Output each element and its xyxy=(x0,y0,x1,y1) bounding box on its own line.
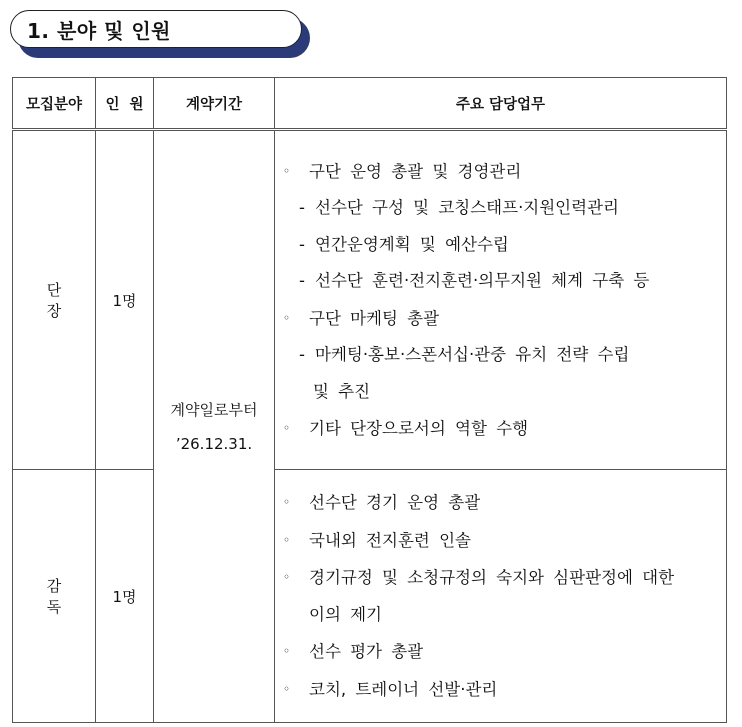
table-row xyxy=(13,470,727,723)
duty-text: 선수단 훈련·전지훈련·의무지원 체계 구축 등 xyxy=(315,271,650,290)
duty-item xyxy=(283,559,726,597)
duty-text: 경기규정 및 소청규정의 숙지와 심판판정에 대한 xyxy=(309,568,675,587)
count-cell-director: 1명 xyxy=(96,130,154,470)
bullet-marker: ◦ xyxy=(283,421,291,435)
duty-text: 선수 평가 총괄 xyxy=(309,642,424,661)
recruitment-table xyxy=(12,77,727,723)
dash-marker: - xyxy=(299,234,305,254)
duty-item xyxy=(283,484,726,522)
bullet-marker: ◦ xyxy=(283,310,291,325)
duty-item xyxy=(283,633,726,671)
bullet-marker: ◦ xyxy=(283,532,291,547)
dash-marker: - xyxy=(299,345,305,364)
duties-cell-coach xyxy=(275,470,727,723)
duty-item xyxy=(283,190,726,227)
duty-text: 및 추진 xyxy=(313,381,371,401)
bullet-marker: ◦ xyxy=(283,163,291,178)
section-title-banner xyxy=(10,10,312,62)
duty-list-coach xyxy=(275,470,726,722)
bullet-marker: ◦ xyxy=(283,644,291,658)
duty-text: 연간운영계획 및 예산수립 xyxy=(315,234,509,254)
section-title: 1. 분야 및 인원 xyxy=(10,10,302,48)
duty-text: 마케팅·홍보·스폰서십·관중 유치 전략 수립 xyxy=(315,345,630,364)
dash-marker: - xyxy=(299,271,305,290)
duty-text: 구단 마케팅 총괄 xyxy=(309,308,440,328)
duty-item xyxy=(283,227,726,264)
bullet-marker: ◦ xyxy=(283,681,291,696)
duty-list-director xyxy=(275,139,726,462)
dash-marker: - xyxy=(299,198,305,217)
duty-item xyxy=(283,300,726,338)
duty-text: 선수단 구성 및 코칭스태프·지원인력관리 xyxy=(315,198,619,217)
bullet-marker: ◦ xyxy=(283,495,291,509)
table-row xyxy=(13,130,727,470)
header-count: 인 원 xyxy=(96,78,154,130)
table-header-row xyxy=(13,78,727,130)
duty-item xyxy=(283,263,726,300)
duty-item xyxy=(283,597,726,634)
header-period: 계약기간 xyxy=(154,78,275,130)
duty-text: 국내외 전지훈련 인솔 xyxy=(309,530,471,550)
field-cell-coach: 감 독 xyxy=(13,470,96,723)
period-cell xyxy=(154,130,275,723)
header-field: 모집분야 xyxy=(13,78,96,130)
count-cell-coach: 1명 xyxy=(96,470,154,723)
duty-item xyxy=(283,410,726,448)
duty-item xyxy=(283,374,726,411)
duty-text: 기타 단장으로서의 역할 수행 xyxy=(309,419,529,438)
bullet-marker: ◦ xyxy=(283,570,291,584)
duty-item xyxy=(283,522,726,560)
duty-item xyxy=(283,671,726,709)
duty-item xyxy=(283,153,726,191)
field-cell-director: 단 장 xyxy=(13,130,96,470)
duty-text: 선수단 경기 운영 총괄 xyxy=(309,493,481,512)
duty-text: 이의 제기 xyxy=(309,604,383,624)
duties-cell-director xyxy=(275,130,727,470)
duty-text: 코치, 트레이너 선발·관리 xyxy=(309,679,498,699)
duty-text: 구단 운영 총괄 및 경영관리 xyxy=(309,161,522,181)
period-line-2: ’26.12.31. xyxy=(175,434,253,453)
header-duties: 주요 담당업무 xyxy=(275,78,727,130)
duty-item xyxy=(283,337,726,374)
period-line-1: 계약일로부터 xyxy=(170,400,258,419)
